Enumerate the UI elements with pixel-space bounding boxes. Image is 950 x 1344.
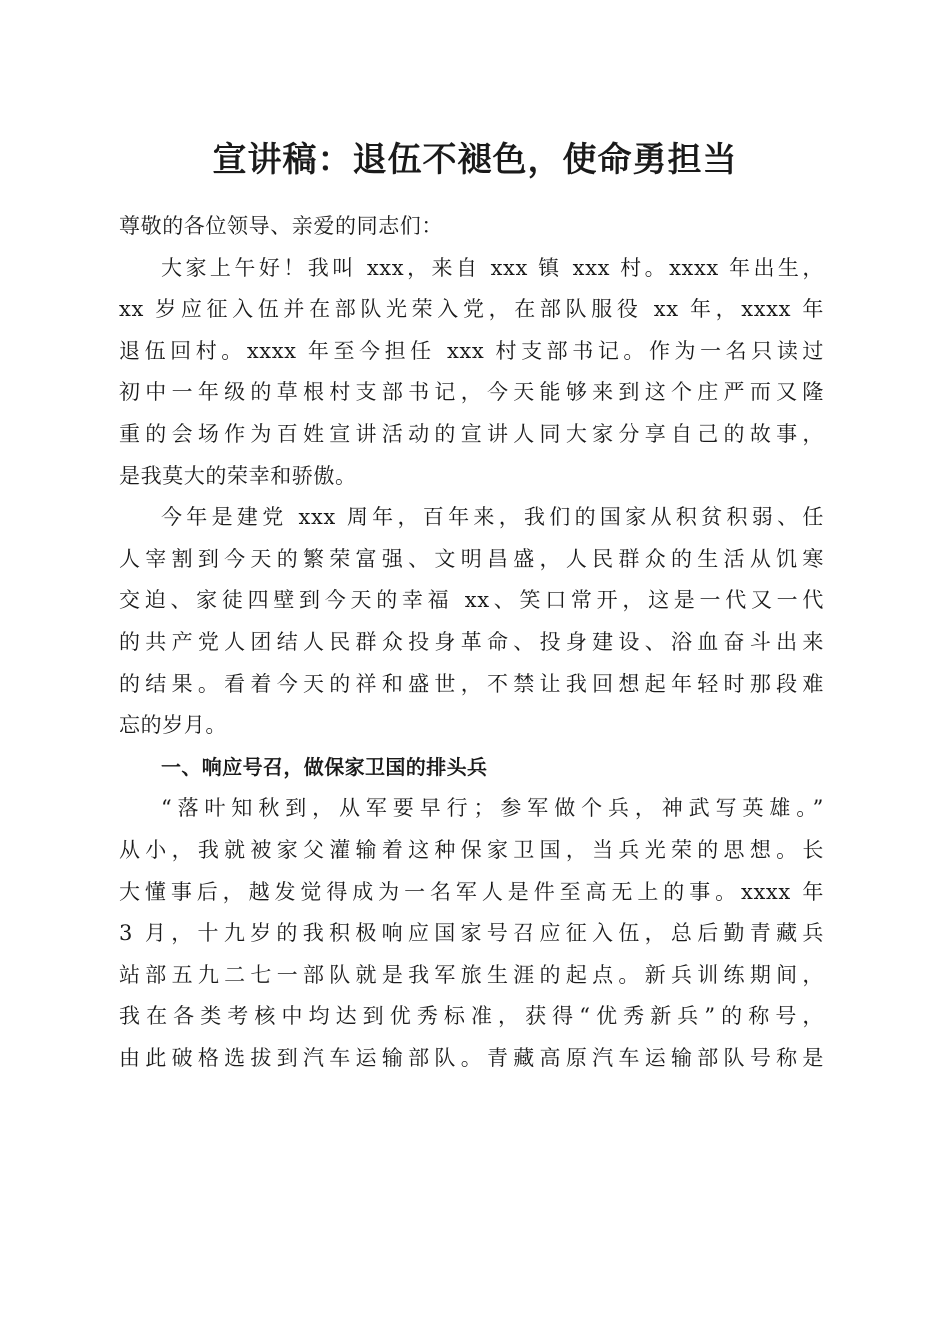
paragraph-1-line: 退伍回村。xxxx 年至今担任 xxx 村支部书记。作为一名只读过 <box>119 338 824 363</box>
paragraph-1-line: 大家上午好！我叫 xxx，来自 xxx 镇 xxx 村。xxxx 年出生， <box>161 255 824 280</box>
section-heading: 一、响应号召，做保家卫国的排头兵 <box>161 754 488 779</box>
paragraph-2-line: 人宰割到今天的繁荣富强、文明昌盛，人民群众的生活从饥寒 <box>119 546 824 571</box>
paragraph-3-line: 从小，我就被家父灌输着这种保家卫国，当兵光荣的思想。长 <box>119 837 824 862</box>
paragraph-1-line: 重的会场作为百姓宣讲活动的宣讲人同大家分享自己的故事， <box>119 421 824 446</box>
paragraph-1-line: xx 岁应征入伍并在部队光荣入党，在部队服役 xx 年，xxxx 年 <box>119 297 824 322</box>
paragraph-3-line: 站部五九二七一部队就是我军旅生涯的起点。新兵训练期间， <box>119 962 824 987</box>
paragraph-3-line: “落叶知秋到，从军要早行；参军做个兵，神武写英雄。” <box>161 796 824 821</box>
paragraph-2-line: 今年是建党 xxx 周年，百年来，我们的国家从积贫积弱、任 <box>161 505 824 530</box>
paragraph-2-line: 的共产党人团结人民群众投身革命、投身建设、浴血奋斗出来 <box>119 629 824 654</box>
document-title: 宣讲稿：退伍不褪色，使命勇担当 <box>212 140 738 180</box>
paragraph-3-line: 3 月，十九岁的我积极响应国家号召应征入伍，总后勤青藏兵 <box>119 921 824 946</box>
document-body <box>119 206 824 1079</box>
paragraph-2-line: 交迫、家徒四壁到今天的幸福 xx、笑口常开，这是一代又一代 <box>119 588 824 613</box>
paragraph-2-line: 忘的岁月。 <box>119 713 227 738</box>
paragraph-2-line: 的结果。看着今天的祥和盛世，不禁让我回想起年轻时那段难 <box>119 671 824 696</box>
greeting-line: 尊敬的各位领导、亲爱的同志们： <box>119 214 443 238</box>
paragraph-1-line: 初中一年级的草根村支部书记，今天能够来到这个庄严而又隆 <box>119 380 824 405</box>
paragraph-3-line: 我在各类考核中均达到优秀标准，获得“优秀新兵”的称号， <box>119 1004 824 1029</box>
paragraph-3-line: 大懂事后，越发觉得成为一名军人是件至高无上的事。xxxx 年 <box>119 879 824 904</box>
paragraph-1-line: 是我莫大的荣幸和骄傲。 <box>119 463 357 488</box>
paragraph-3-line: 由此破格选拔到汽车运输部队。青藏高原汽车运输部队号称是 <box>119 1045 824 1070</box>
